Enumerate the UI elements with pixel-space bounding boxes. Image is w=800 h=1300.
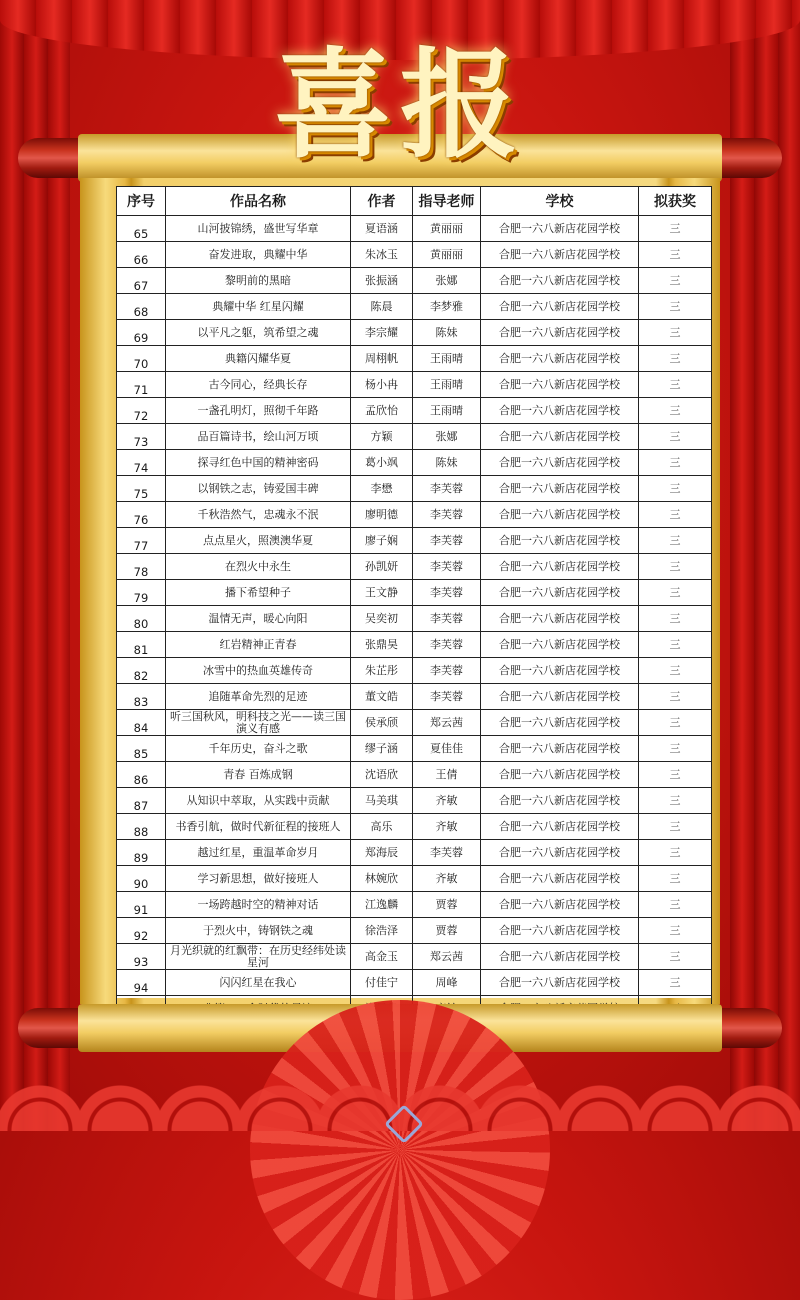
cell-work: 冰雪中的热血英雄传奇 bbox=[166, 658, 351, 684]
cell-author: 方颖 bbox=[351, 424, 413, 450]
cell-award: 三 bbox=[639, 372, 712, 398]
header-teacher: 指导老师 bbox=[413, 187, 481, 216]
table-row bbox=[117, 216, 712, 242]
cell-author: 周栩帆 bbox=[351, 346, 413, 372]
cell-award: 三 bbox=[639, 736, 712, 762]
table-row bbox=[117, 398, 712, 424]
table-row bbox=[117, 866, 712, 892]
cell-award: 三 bbox=[639, 684, 712, 710]
cell-teacher: 夏佳佳 bbox=[413, 736, 481, 762]
cell-school: 合肥一六八新店花园学校 bbox=[481, 268, 639, 294]
cell-teacher: 李芙蓉 bbox=[413, 606, 481, 632]
cell-work: 山河披锦绣，盛世写华章 bbox=[166, 216, 351, 242]
cell-teacher: 王雨晴 bbox=[413, 398, 481, 424]
cell-index: 70 bbox=[117, 346, 166, 372]
cell-author: 孟欣怡 bbox=[351, 398, 413, 424]
cell-work: 典籍闪耀华夏 bbox=[166, 346, 351, 372]
cell-award: 三 bbox=[639, 242, 712, 268]
cell-index: 73 bbox=[117, 424, 166, 450]
cell-school: 合肥一六八新店花园学校 bbox=[481, 398, 639, 424]
cell-award: 三 bbox=[639, 658, 712, 684]
cell-teacher: 齐敏 bbox=[413, 788, 481, 814]
cell-award: 三 bbox=[639, 476, 712, 502]
cell-school: 合肥一六八新店花园学校 bbox=[481, 502, 639, 528]
table-header-row bbox=[117, 187, 712, 216]
cell-award: 三 bbox=[639, 788, 712, 814]
cell-teacher: 黄丽丽 bbox=[413, 216, 481, 242]
cell-work: 奋发进取，典耀中华 bbox=[166, 242, 351, 268]
cell-school: 合肥一六八新店花园学校 bbox=[481, 944, 639, 970]
cell-author: 高乐 bbox=[351, 814, 413, 840]
cell-school: 合肥一六八新店花园学校 bbox=[481, 580, 639, 606]
cell-work: 千年历史，奋斗之歌 bbox=[166, 736, 351, 762]
cell-author: 沈语欣 bbox=[351, 762, 413, 788]
cell-school: 合肥一六八新店花园学校 bbox=[481, 840, 639, 866]
cell-author: 杨小冉 bbox=[351, 372, 413, 398]
cell-index: 84 bbox=[117, 710, 166, 736]
cell-work: 从知识中萃取，从实践中贡献 bbox=[166, 788, 351, 814]
cell-school: 合肥一六八新店花园学校 bbox=[481, 970, 639, 996]
table-row bbox=[117, 788, 712, 814]
cell-author: 夏语涵 bbox=[351, 216, 413, 242]
cell-author: 张振涵 bbox=[351, 268, 413, 294]
table-row bbox=[117, 554, 712, 580]
cell-teacher: 齐敏 bbox=[413, 814, 481, 840]
cell-work: 学习新思想，做好接班人 bbox=[166, 866, 351, 892]
cell-award: 三 bbox=[639, 580, 712, 606]
cell-award: 三 bbox=[639, 944, 712, 970]
cell-school: 合肥一六八新店花园学校 bbox=[481, 762, 639, 788]
cell-index: 66 bbox=[117, 242, 166, 268]
table-row bbox=[117, 424, 712, 450]
cell-work: 以钢铁之志，铸爱国丰碑 bbox=[166, 476, 351, 502]
cell-index: 76 bbox=[117, 502, 166, 528]
table-row bbox=[117, 528, 712, 554]
fan-decoration bbox=[250, 1000, 550, 1300]
cell-award: 三 bbox=[639, 970, 712, 996]
cell-teacher: 郑云茜 bbox=[413, 944, 481, 970]
cell-work: 播下希望种子 bbox=[166, 580, 351, 606]
header-index: 序号 bbox=[117, 187, 166, 216]
cell-award: 三 bbox=[639, 762, 712, 788]
header-school: 学校 bbox=[481, 187, 639, 216]
cell-award: 三 bbox=[639, 554, 712, 580]
table-row bbox=[117, 762, 712, 788]
cell-index: 69 bbox=[117, 320, 166, 346]
cell-index: 77 bbox=[117, 528, 166, 554]
cell-work: 古今同心，经典长存 bbox=[166, 372, 351, 398]
cell-school: 合肥一六八新店花园学校 bbox=[481, 658, 639, 684]
cell-work: 探寻红色中国的精神密码 bbox=[166, 450, 351, 476]
cell-award: 三 bbox=[639, 216, 712, 242]
cell-award: 三 bbox=[639, 502, 712, 528]
table-row bbox=[117, 580, 712, 606]
cell-school: 合肥一六八新店花园学校 bbox=[481, 476, 639, 502]
cell-teacher: 李芙蓉 bbox=[413, 554, 481, 580]
cell-award: 三 bbox=[639, 450, 712, 476]
cell-award: 三 bbox=[639, 398, 712, 424]
cell-teacher: 齐敏 bbox=[413, 866, 481, 892]
table-row bbox=[117, 970, 712, 996]
cell-school: 合肥一六八新店花园学校 bbox=[481, 346, 639, 372]
cell-author: 陈晨 bbox=[351, 294, 413, 320]
cell-index: 93 bbox=[117, 944, 166, 970]
cell-work: 越过红星，重温革命岁月 bbox=[166, 840, 351, 866]
cell-index: 88 bbox=[117, 814, 166, 840]
cell-award: 三 bbox=[639, 918, 712, 944]
cell-author: 林婉欣 bbox=[351, 866, 413, 892]
header-author: 作者 bbox=[351, 187, 413, 216]
cell-author: 付佳宁 bbox=[351, 970, 413, 996]
cell-index: 91 bbox=[117, 892, 166, 918]
cell-award: 三 bbox=[639, 320, 712, 346]
cell-teacher: 黄丽丽 bbox=[413, 242, 481, 268]
cell-award: 三 bbox=[639, 840, 712, 866]
cell-author: 李宗耀 bbox=[351, 320, 413, 346]
cell-school: 合肥一六八新店花园学校 bbox=[481, 684, 639, 710]
table-row bbox=[117, 918, 712, 944]
cell-school: 合肥一六八新店花园学校 bbox=[481, 710, 639, 736]
cell-index: 87 bbox=[117, 788, 166, 814]
cell-teacher: 李芙蓉 bbox=[413, 658, 481, 684]
cell-work: 一盏孔明灯，照彻千年路 bbox=[166, 398, 351, 424]
cell-school: 合肥一六八新店花园学校 bbox=[481, 736, 639, 762]
cell-school: 合肥一六八新店花园学校 bbox=[481, 866, 639, 892]
table-row bbox=[117, 502, 712, 528]
cell-author: 郑海辰 bbox=[351, 840, 413, 866]
cell-teacher: 李芙蓉 bbox=[413, 528, 481, 554]
cell-author: 吴奕初 bbox=[351, 606, 413, 632]
cell-teacher: 王雨晴 bbox=[413, 372, 481, 398]
cell-index: 79 bbox=[117, 580, 166, 606]
cell-teacher: 贾蓉 bbox=[413, 892, 481, 918]
table-row bbox=[117, 658, 712, 684]
cell-index: 75 bbox=[117, 476, 166, 502]
table-row bbox=[117, 346, 712, 372]
award-table-sheet bbox=[116, 186, 711, 998]
cell-teacher: 陈妹 bbox=[413, 450, 481, 476]
cell-school: 合肥一六八新店花园学校 bbox=[481, 372, 639, 398]
header-work: 作品名称 bbox=[166, 187, 351, 216]
cell-school: 合肥一六八新店花园学校 bbox=[481, 528, 639, 554]
cell-author: 廖明德 bbox=[351, 502, 413, 528]
cell-work: 追随革命先烈的足迹 bbox=[166, 684, 351, 710]
cell-author: 缪子涵 bbox=[351, 736, 413, 762]
table-row bbox=[117, 840, 712, 866]
cell-work: 听三国秋风，明科技之光——读三国演义有感 bbox=[166, 710, 351, 736]
cell-teacher: 张娜 bbox=[413, 424, 481, 450]
cell-teacher: 李芙蓉 bbox=[413, 580, 481, 606]
cell-teacher: 郑云茜 bbox=[413, 710, 481, 736]
award-table bbox=[116, 186, 712, 1022]
cell-teacher: 王倩 bbox=[413, 762, 481, 788]
cell-work: 点点星火，照澳澳华夏 bbox=[166, 528, 351, 554]
cell-school: 合肥一六八新店花园学校 bbox=[481, 450, 639, 476]
cell-index: 85 bbox=[117, 736, 166, 762]
cell-award: 三 bbox=[639, 346, 712, 372]
table-row bbox=[117, 268, 712, 294]
cell-author: 王文静 bbox=[351, 580, 413, 606]
cell-school: 合肥一六八新店花园学校 bbox=[481, 242, 639, 268]
cell-index: 80 bbox=[117, 606, 166, 632]
cell-work: 温情无声，暖心向阳 bbox=[166, 606, 351, 632]
cell-award: 三 bbox=[639, 892, 712, 918]
cell-author: 张鼎昊 bbox=[351, 632, 413, 658]
table-row bbox=[117, 944, 712, 970]
cell-index: 92 bbox=[117, 918, 166, 944]
cell-work: 千秋浩然气，忠魂永不泯 bbox=[166, 502, 351, 528]
cell-award: 三 bbox=[639, 710, 712, 736]
cell-author: 董文皓 bbox=[351, 684, 413, 710]
table-row bbox=[117, 632, 712, 658]
cell-author: 孙凯妍 bbox=[351, 554, 413, 580]
cell-school: 合肥一六八新店花园学校 bbox=[481, 554, 639, 580]
cell-work: 品百篇诗书，绘山河万顷 bbox=[166, 424, 351, 450]
cell-index: 65 bbox=[117, 216, 166, 242]
cell-index: 74 bbox=[117, 450, 166, 476]
cell-award: 三 bbox=[639, 528, 712, 554]
cell-author: 侯承颀 bbox=[351, 710, 413, 736]
table-row bbox=[117, 892, 712, 918]
header-award: 拟获奖 bbox=[639, 187, 712, 216]
cell-award: 三 bbox=[639, 814, 712, 840]
cell-school: 合肥一六八新店花园学校 bbox=[481, 424, 639, 450]
cell-author: 江逸麟 bbox=[351, 892, 413, 918]
cell-teacher: 周峰 bbox=[413, 970, 481, 996]
table-row bbox=[117, 684, 712, 710]
cell-author: 高金玉 bbox=[351, 944, 413, 970]
table-row bbox=[117, 736, 712, 762]
cell-index: 67 bbox=[117, 268, 166, 294]
cell-work: 书香引航，做时代新征程的接班人 bbox=[166, 814, 351, 840]
cell-school: 合肥一六八新店花园学校 bbox=[481, 918, 639, 944]
cell-school: 合肥一六八新店花园学校 bbox=[481, 788, 639, 814]
table-row bbox=[117, 814, 712, 840]
cell-school: 合肥一六八新店花园学校 bbox=[481, 216, 639, 242]
cell-index: 78 bbox=[117, 554, 166, 580]
cell-teacher: 李芙蓉 bbox=[413, 840, 481, 866]
page-title: 喜报 bbox=[273, 35, 526, 174]
cell-teacher: 李梦雅 bbox=[413, 294, 481, 320]
cell-author: 朱芷彤 bbox=[351, 658, 413, 684]
cell-index: 94 bbox=[117, 970, 166, 996]
cell-teacher: 王雨晴 bbox=[413, 346, 481, 372]
cell-work: 一场跨越时空的精神对话 bbox=[166, 892, 351, 918]
table-row bbox=[117, 372, 712, 398]
cell-work: 于烈火中，铸钢铁之魂 bbox=[166, 918, 351, 944]
cell-award: 三 bbox=[639, 294, 712, 320]
cell-author: 徐浩泽 bbox=[351, 918, 413, 944]
cell-school: 合肥一六八新店花园学校 bbox=[481, 294, 639, 320]
cell-teacher: 贾蓉 bbox=[413, 918, 481, 944]
cell-teacher: 李芙蓉 bbox=[413, 632, 481, 658]
cell-school: 合肥一六八新店花园学校 bbox=[481, 606, 639, 632]
cell-index: 68 bbox=[117, 294, 166, 320]
table-row bbox=[117, 320, 712, 346]
table-row bbox=[117, 242, 712, 268]
cell-work: 黎明前的黑暗 bbox=[166, 268, 351, 294]
cell-school: 合肥一六八新店花园学校 bbox=[481, 892, 639, 918]
cell-award: 三 bbox=[639, 268, 712, 294]
cell-author: 马美琪 bbox=[351, 788, 413, 814]
cell-award: 三 bbox=[639, 632, 712, 658]
cell-teacher: 李芙蓉 bbox=[413, 476, 481, 502]
cell-work: 月光织就的红飘带：在历史经纬处读星河 bbox=[166, 944, 351, 970]
table-row bbox=[117, 294, 712, 320]
table-row bbox=[117, 450, 712, 476]
cell-teacher: 张娜 bbox=[413, 268, 481, 294]
cell-author: 廖子娴 bbox=[351, 528, 413, 554]
cell-award: 三 bbox=[639, 424, 712, 450]
cell-index: 86 bbox=[117, 762, 166, 788]
cell-author: 朱冰玉 bbox=[351, 242, 413, 268]
cell-school: 合肥一六八新店花园学校 bbox=[481, 814, 639, 840]
table-row bbox=[117, 606, 712, 632]
cell-index: 82 bbox=[117, 658, 166, 684]
cell-work: 在烈火中永生 bbox=[166, 554, 351, 580]
cell-teacher: 李芙蓉 bbox=[413, 502, 481, 528]
cell-index: 72 bbox=[117, 398, 166, 424]
table-row bbox=[117, 710, 712, 736]
cell-author: 葛小飒 bbox=[351, 450, 413, 476]
cell-author: 李懋 bbox=[351, 476, 413, 502]
cell-index: 90 bbox=[117, 866, 166, 892]
cell-teacher: 陈妹 bbox=[413, 320, 481, 346]
cell-award: 三 bbox=[639, 866, 712, 892]
cell-work: 青春 百炼成钢 bbox=[166, 762, 351, 788]
cell-school: 合肥一六八新店花园学校 bbox=[481, 632, 639, 658]
cell-index: 71 bbox=[117, 372, 166, 398]
cell-school: 合肥一六八新店花园学校 bbox=[481, 320, 639, 346]
cell-teacher: 李芙蓉 bbox=[413, 684, 481, 710]
cell-index: 89 bbox=[117, 840, 166, 866]
cell-work: 以平凡之躯，筑希望之魂 bbox=[166, 320, 351, 346]
cell-work: 典耀中华 红星闪耀 bbox=[166, 294, 351, 320]
cell-work: 闪闪红星在我心 bbox=[166, 970, 351, 996]
cell-index: 83 bbox=[117, 684, 166, 710]
cell-work: 红岩精神正青春 bbox=[166, 632, 351, 658]
table-row bbox=[117, 476, 712, 502]
cell-award: 三 bbox=[639, 606, 712, 632]
cell-index: 81 bbox=[117, 632, 166, 658]
